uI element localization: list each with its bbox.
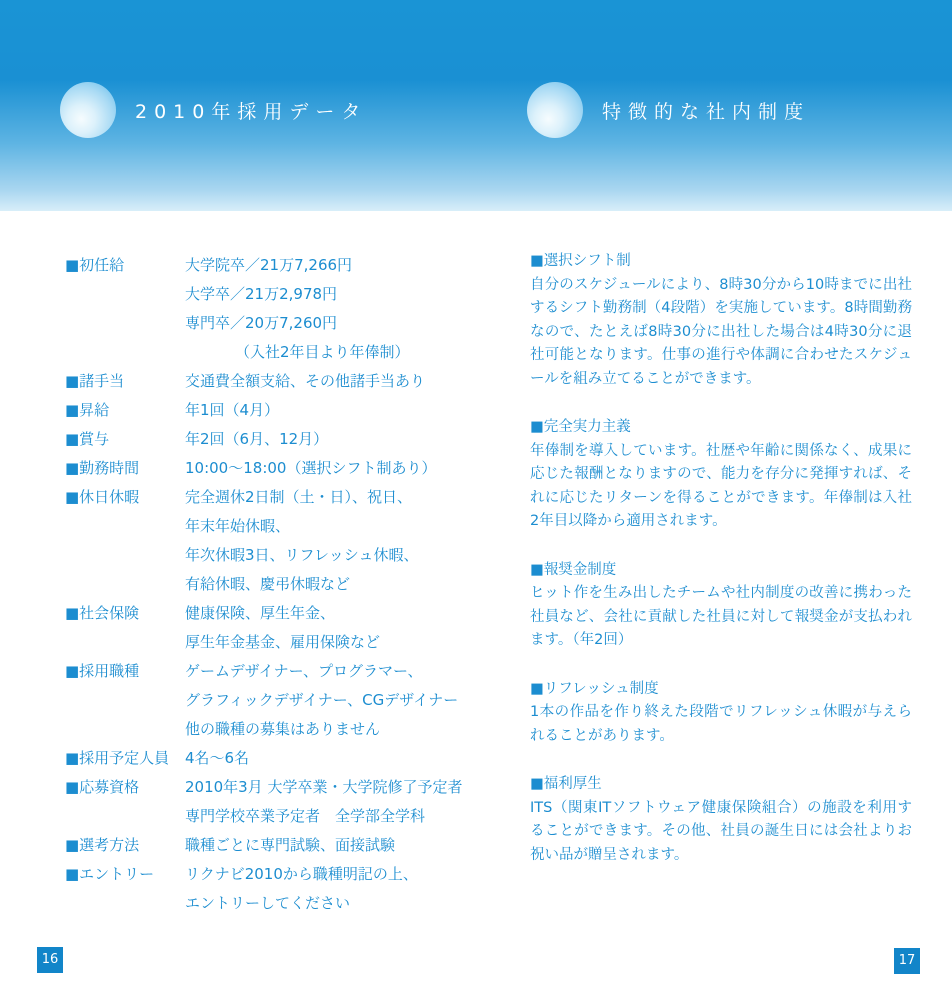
recruitment-row xyxy=(65,889,485,918)
recruitment-row xyxy=(65,280,485,309)
recruitment-row xyxy=(65,773,485,802)
program-section xyxy=(530,678,912,749)
recruitment-value: 完全週休2日制（土・日）、祝日、 xyxy=(185,488,413,506)
recruitment-label: ■諸手当 xyxy=(65,372,125,390)
recruitment-value: 健康保険、厚生年金、 xyxy=(185,604,336,622)
recruitment-label: ■賞与 xyxy=(65,430,110,448)
recruitment-label: ■初任給 xyxy=(65,256,125,274)
recruitment-list xyxy=(65,251,485,918)
recruitment-row xyxy=(65,802,485,831)
recruitment-row xyxy=(65,715,485,744)
sphere-icon xyxy=(60,82,116,138)
header-left-section xyxy=(60,82,367,138)
recruitment-row xyxy=(65,309,485,338)
page-number-left: 16 xyxy=(37,947,63,973)
recruitment-row xyxy=(65,541,485,570)
right-page-title: 特徴的な社内制度 xyxy=(602,100,811,123)
program-title: ■福利厚生 xyxy=(530,776,602,792)
recruitment-value: 職種ごとに専門試験、面接試験 xyxy=(185,836,396,854)
recruitment-value: 10:00～18:00（選択シフト制あり） xyxy=(185,459,437,477)
program-section xyxy=(530,559,912,653)
recruitment-value: グラフィックデザイナー、CGデザイナー xyxy=(185,691,459,709)
recruitment-value: 年末年始休暇、 xyxy=(185,517,291,535)
recruitment-value: エントリーしてください xyxy=(185,894,351,912)
recruitment-label: ■エントリー xyxy=(65,865,155,883)
recruitment-value: 年2回（6月、12月） xyxy=(185,430,329,448)
recruitment-row xyxy=(65,396,485,425)
program-section xyxy=(530,250,912,391)
program-title: ■報奨金制度 xyxy=(530,561,617,578)
program-body: ITS（関東ITソフトウェア健康保険組合）の施設を利用することができます。その他、社員の誕生日には会社よりお祝い品が贈呈されます。 xyxy=(530,799,912,863)
program-section xyxy=(530,416,912,534)
recruitment-label: ■勤務時間 xyxy=(65,459,140,477)
sphere-icon xyxy=(527,82,583,138)
recruitment-label: ■採用職種 xyxy=(65,662,140,680)
recruitment-row xyxy=(65,338,485,367)
program-body: 1本の作品を作り終えた段階でリフレッシュ休暇が与えられることがあります。 xyxy=(530,704,912,744)
program-body: ヒット作を生み出したチームや社内制度の改善に携わった社員など、会社に貢献した社員に対して報奨金が支払われます。（年2回） xyxy=(530,585,912,648)
recruitment-row xyxy=(65,860,485,889)
recruitment-value: 専門卒／20万7,260円 xyxy=(185,314,338,332)
left-page-title: 2010年採用データ xyxy=(135,100,368,123)
program-title: ■完全実力主義 xyxy=(530,419,631,435)
recruitment-row xyxy=(65,251,485,280)
recruitment-value: 年次休暇3日、リフレッシュ休暇、 xyxy=(185,546,419,564)
recruitment-label: ■社会保険 xyxy=(65,604,140,622)
program-body: 年俸制を導入しています。社歴や年齢に関係なく、成果に応じた報酬となりますので、能力を存分に発揮すれば、それに応じたリターンを得ることができます。年俸制は入社2年目以降から適用されます。 xyxy=(530,442,912,529)
recruitment-row xyxy=(65,512,485,541)
programs-list xyxy=(530,250,912,892)
recruitment-label: ■休日休暇 xyxy=(65,488,140,506)
recruitment-value: 4名～6名 xyxy=(185,749,250,767)
recruitment-label: ■選考方法 xyxy=(65,836,140,854)
header-band xyxy=(0,0,952,211)
recruitment-value: リクナビ2010から職種明記の上、 xyxy=(185,865,418,883)
recruitment-value: 大学院卒／21万7,266円 xyxy=(185,256,353,274)
recruitment-label: ■採用予定人員 xyxy=(65,749,170,767)
recruitment-row xyxy=(65,686,485,715)
recruitment-row xyxy=(65,657,485,686)
header-right-section xyxy=(527,82,810,138)
program-body: 自分のスケジュールにより、8時30分から10時までに出社するシフト勤務制（4段階）を実施しています。8時間勤務なので、たとえば8時30分に出社した場合は4時30分に退社可能となります。仕事の進行や体調に合わせたスケジュールを組み立てることができます。 xyxy=(530,276,912,387)
program-section xyxy=(530,773,912,867)
recruitment-row xyxy=(65,570,485,599)
recruitment-value: 有給休暇、慶弔休暇など xyxy=(185,575,351,593)
recruitment-row xyxy=(65,483,485,512)
recruitment-row xyxy=(65,831,485,860)
recruitment-row xyxy=(65,425,485,454)
recruitment-value: 大学卒／21万2,978円 xyxy=(185,285,338,303)
recruitment-row xyxy=(65,454,485,483)
recruitment-value: 年1回（4月） xyxy=(185,401,280,419)
recruitment-value: 厚生年金基金、雇用保険など xyxy=(185,633,381,651)
recruitment-value: 交通費全額支給、その他諸手当あり xyxy=(185,372,426,390)
recruitment-row xyxy=(65,599,485,628)
recruitment-value: ゲームデザイナー、プログラマー、 xyxy=(185,662,423,680)
recruitment-value: 専門学校卒業予定者 全学部全学科 xyxy=(185,807,426,825)
recruitment-label: ■応募資格 xyxy=(65,778,140,796)
page-number-right: 17 xyxy=(894,948,920,974)
recruitment-value: 2010年3月 大学卒業・大学院修了予定者 xyxy=(185,778,463,796)
recruitment-row xyxy=(65,628,485,657)
recruitment-row xyxy=(65,744,485,773)
recruitment-value: 他の職種の募集はありません xyxy=(185,720,381,738)
recruitment-row xyxy=(65,367,485,396)
recruitment-value: （入社2年目より年俸制） xyxy=(235,343,410,361)
program-title: ■選択シフト制 xyxy=(530,253,631,269)
recruitment-label: ■昇給 xyxy=(65,401,110,419)
program-title: ■リフレッシュ制度 xyxy=(530,680,659,697)
